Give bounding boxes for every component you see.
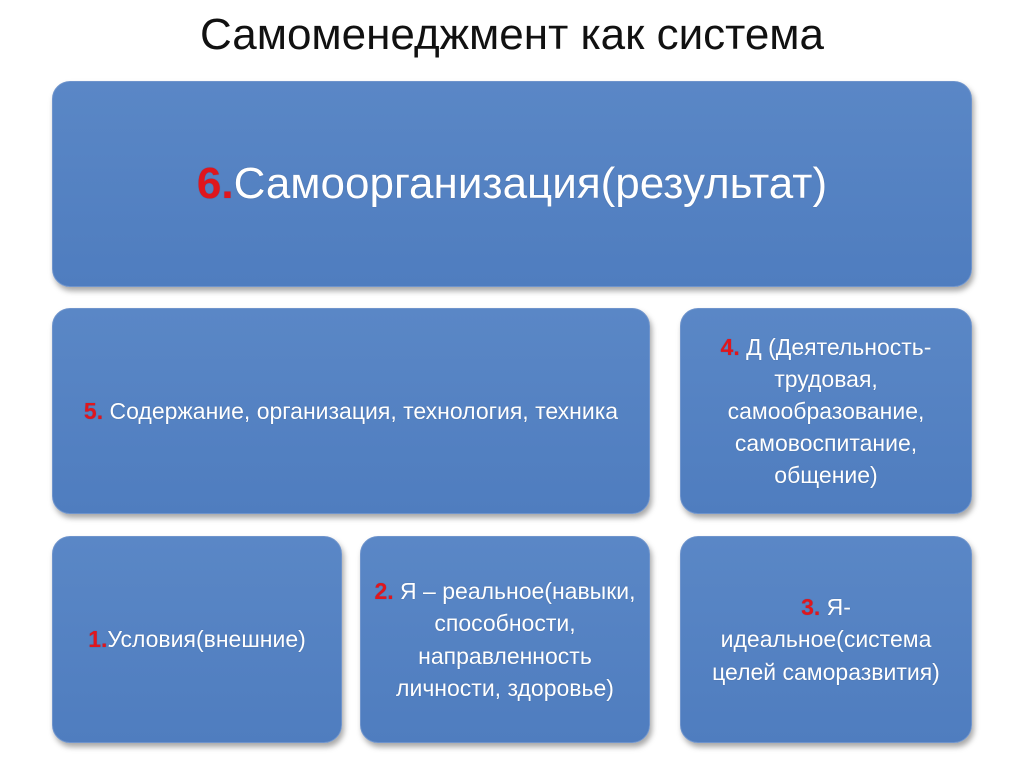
box-4-content [701, 331, 951, 492]
box-2-label: Я – реальное(навыки, способности, направленность личности, здоровье) [393, 578, 636, 701]
box-real-self [360, 536, 650, 743]
box-2-content [371, 575, 639, 704]
box-conditions [52, 536, 342, 743]
box-2-number: 2. [374, 578, 394, 605]
box-5-number: 5. [83, 397, 104, 424]
box-5-label: Содержание, организация, технология, техника [103, 397, 619, 424]
box-4-label: Д (Деятельность-трудовая, самообразование, самовоспитание, общение) [727, 333, 932, 489]
box-activity [680, 308, 972, 514]
box-6-number: 6. [196, 159, 234, 208]
box-6-content [197, 159, 827, 209]
box-1-content [88, 626, 306, 653]
box-4-number: 4. [720, 333, 740, 360]
page-title: Самоменеджмент как система [199, 10, 825, 59]
box-3-label: Я-идеальное(система целей саморазвития) [712, 594, 940, 685]
box-self-organization [52, 81, 972, 287]
box-6-label: Самоорганизация(результат) [233, 159, 828, 208]
box-3-content [697, 591, 955, 688]
box-1-number: 1. [88, 626, 108, 652]
box-5-content [84, 394, 618, 429]
box-ideal-self [680, 536, 972, 743]
box-1-label: Условия(внешние) [107, 626, 306, 652]
box-content-organization [52, 308, 650, 514]
box-3-number: 3. [801, 594, 821, 621]
